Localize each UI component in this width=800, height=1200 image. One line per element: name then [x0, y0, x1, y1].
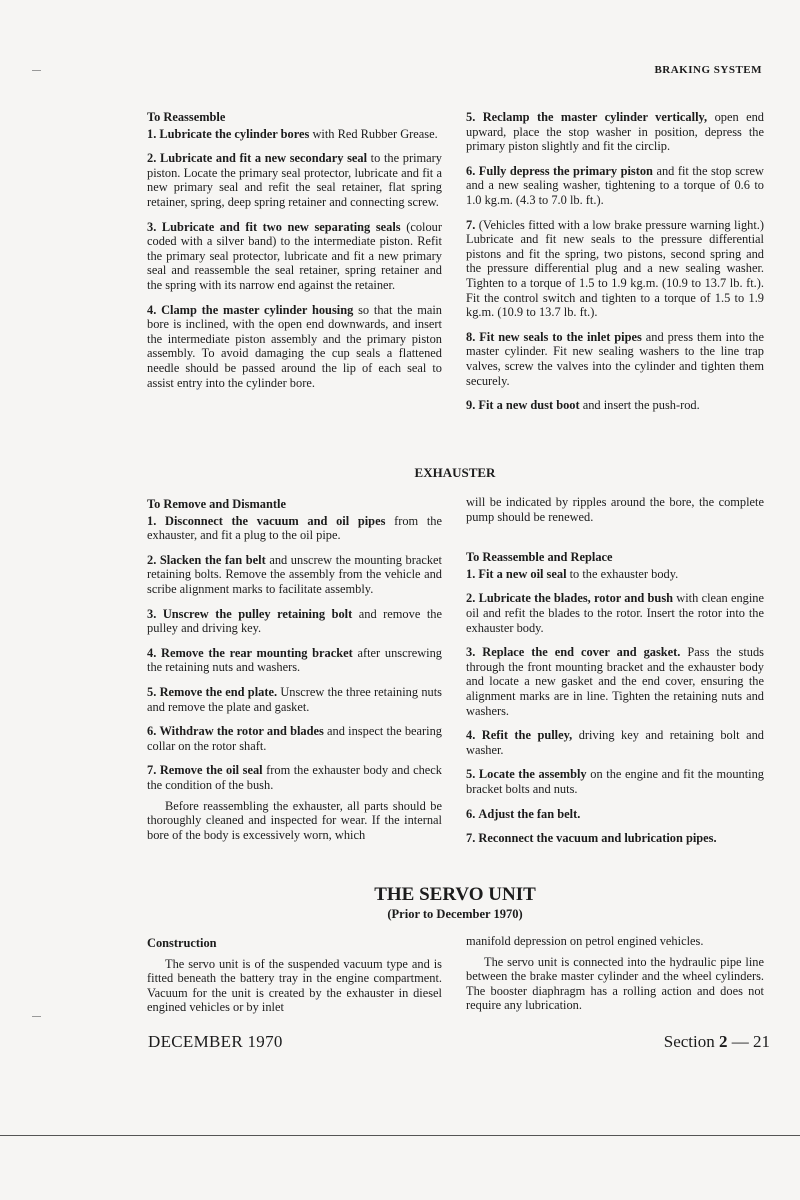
body-paragraph-continued: manifold depression on petrol engined vehicles.	[466, 934, 704, 948]
scan-mark	[32, 1016, 41, 1017]
step-item: 4. Clamp the master cylinder housing so that the main bore is inclined, with the open end downwards, and insert the intermediate piston assembly and the primary piston assembly. To avoid damaging the cup seals a flattened needle should be passed around the lip of each seal to assist entry into the cylinder bore.	[147, 302, 442, 390]
step-item: 6. Fully depress the primary piston and fit the stop screw and a new sealing washer, tightening to a torque of 0.6 to 1.0 kg.m. (4.3 to 7.0 lb. ft.).	[466, 163, 765, 207]
step-item: 6. Withdraw the rotor and blades and inspect the bearing collar on the rotor shaft.	[147, 724, 442, 753]
step-item: 5. Reclamp the master cylinder vertically, open end upward, place the stop washer in position, depress the primary piston slightly and fit the circlip.	[466, 110, 764, 154]
body-paragraph: The servo unit is connected into the hydraulic pipe line between the brake master cylinder and the wheel cylinders. The booster diaphragm has a rolling action and does not require any lubrication.	[466, 954, 764, 1013]
servo-subtitle: (Prior to December 1970)	[387, 907, 523, 921]
step-item: 3. Unscrew the pulley retaining bolt and remove the pulley and driving key.	[147, 606, 442, 636]
step-item: 5. Remove the end plate. Unscrew the three retaining nuts and remove the plate and gasket.	[147, 684, 442, 714]
note-paragraph-continued: will be indicated by ripples around the bore, the complete pump should be renewed.	[466, 495, 764, 524]
note-paragraph: Before reassembling the exhauster, all parts should be thoroughly cleaned and inspected for wear. If the internal bore of the body is excessively worn, which	[147, 798, 442, 842]
step-item: 3. Replace the end cover and gasket. Pass the studs through the front mounting bracket and the exhauster body and locate a new gasket and the end cover, ensuring the alignment marks are in line. Tighten the retaining nuts and washers.	[466, 645, 764, 718]
exhauster-right-column	[466, 495, 764, 856]
step-item: 7. Remove the oil seal from the exhauster body and check the condition of the bush.	[147, 763, 442, 792]
servo-right-column	[466, 934, 764, 1023]
step-item: 1. Lubricate the cylinder bores with Red Rubber Grease.	[147, 126, 438, 141]
section-number: 2	[719, 1032, 728, 1051]
step-item: 4. Refit the pulley, driving key and retaining bolt and washer.	[466, 728, 764, 757]
servo-left-column	[147, 936, 442, 1025]
body-paragraph: The servo unit is of the suspended vacuum type and is fitted beneath the battery tray in the engine compartment. Vacuum for the unit is created by the exhauster in diesel engined vehicles or by inlet	[147, 956, 442, 1015]
scan-mark	[32, 70, 41, 71]
section-heading: To Reassemble and Replace	[466, 550, 613, 565]
section-heading: To Remove and Dismantle	[147, 497, 286, 511]
servo-title: THE SERVO UNIT	[374, 884, 536, 905]
step-item: 2. Slacken the fan belt and unscrew the mounting bracket retaining bolts. Remove the assembly from the vehicle and scribe alignment marks to facilitate assembly.	[147, 552, 442, 596]
exhauster-left-column	[147, 497, 442, 852]
step-item: 8. Fit new seals to the inlet pipes and press them into the master cylinder. Fit new sealing washers to the line trap valves, screw the valves into the cylinder and tighten them securely.	[466, 329, 764, 388]
reassemble-left-column	[147, 110, 442, 400]
step-item: 2. Lubricate the blades, rotor and bush with clean engine oil and refit the blades to the rotor. Insert the rotor into the exhauster body.	[466, 591, 764, 635]
step-item: 5. Locate the assembly on the engine and fit the mounting bracket bolts and nuts.	[466, 767, 765, 796]
page-number: 21	[753, 1032, 770, 1051]
page-header: BRAKING SYSTEM	[654, 64, 762, 76]
step-item: 9. Fit a new dust boot and insert the push-rod.	[466, 398, 700, 413]
bottom-rule	[0, 1135, 800, 1136]
step-item: 6. Adjust the fan belt.	[466, 806, 581, 821]
section-heading: To Reassemble	[147, 110, 226, 124]
reassemble-right-column	[466, 110, 764, 423]
page-separator: —	[727, 1032, 753, 1051]
footer-date: DECEMBER 1970	[148, 1032, 283, 1051]
section-prefix: Section	[663, 1032, 719, 1051]
section-heading: Construction	[147, 936, 217, 950]
step-item: 2. Lubricate and fit a new secondary seal to the primary piston. Locate the primary seal protector, lubricate and fit a new primary seal and refit the seal retainer, flat spring retainer, spring, deep spring retainer and connecting screw.	[147, 151, 442, 209]
step-item: 4. Remove the rear mounting bracket after unscrewing the retaining nuts and washers.	[147, 645, 442, 675]
footer-page-ref	[664, 1032, 770, 1052]
step-item: 7. (Vehicles fitted with a low brake pressure warning light.) Lubricate and fit new seals to the pressure differential pistons and fit the spring, two pistons, second spring and the pressure differential plug and a new sealing washer. Tighten to a torque of 1.5 to 1.9 kg.m. (10.9 to 13.7 lb. ft.). Fit the control switch and tighten to a torque of 1.5 to 1.9 kg.m. (10.9 to 13.7 lb. ft.).	[466, 217, 764, 320]
exhauster-title: EXHAUSTER	[414, 465, 496, 480]
step-item: 1. Disconnect the vacuum and oil pipes from the exhauster, and fit a plug to the oil pipe.	[147, 513, 442, 543]
step-item: 3. Lubricate and fit two new separating seals (colour coded with a silver band) to the intermediate piston. Refit the primary seal protector, lubricate and fit a new primary seal and reassemble the seal retainer, spring retainer and the spring with its narrow end against the retainer.	[147, 219, 443, 292]
step-item: 7. Reconnect the vacuum and lubrication pipes.	[466, 831, 717, 846]
step-item: 1. Fit a new oil seal to the exhauster body.	[466, 566, 679, 581]
